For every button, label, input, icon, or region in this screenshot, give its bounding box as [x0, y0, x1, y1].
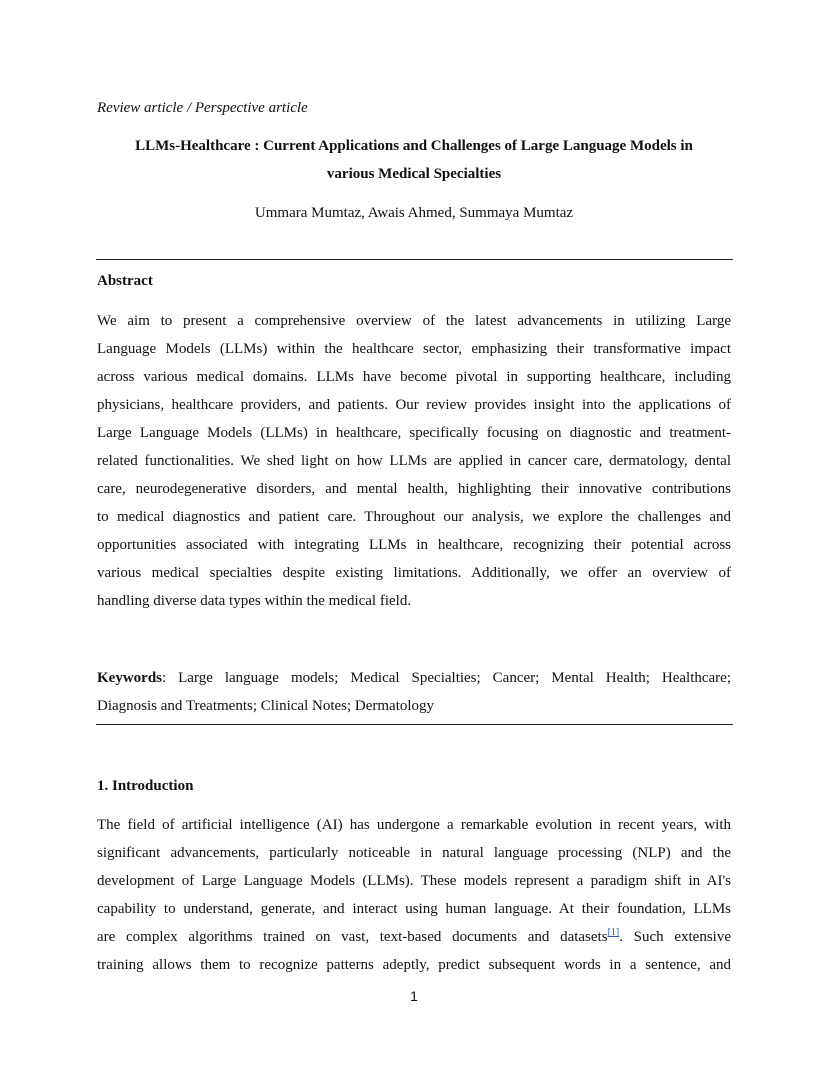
article-type-label: Review article / Perspective article [97, 100, 308, 116]
introduction-line: development of Large Language Models (LLMs). These models represent a paradigm shift in AI's [97, 873, 731, 889]
paper-title-line-1: LLMs-Healthcare : Current Applications and Challenges of Large Language Models in [135, 138, 693, 154]
abstract-line: physicians, healthcare providers, and patients. Our review provides insight into the applications of [97, 397, 731, 413]
keywords-label: Keywords [97, 670, 162, 686]
introduction-line: significant advancements, particularly noticeable in natural language processing (NLP) and the [97, 845, 731, 861]
abstract-line: handling diverse data types within the medical field. [97, 593, 412, 609]
abstract-line: Large Language Models (LLMs) in healthcare, specifically focusing on diagnostic and treatment- [97, 425, 731, 441]
section-divider-bottom [96, 724, 733, 725]
abstract-line: opportunities associated with integrating LLMs in healthcare, recognizing their potential across [97, 537, 731, 553]
author-list: Ummara Mumtaz, Awais Ahmed, Summaya Mumtaz [254, 205, 574, 221]
citation-link[interactable]: [1] [607, 927, 620, 938]
introduction-text-after-citation: . Such extensive [619, 929, 731, 945]
abstract-line: to medical diagnostics and patient care. Throughout our analysis, we explore the challenges and [97, 509, 731, 525]
abstract-line: related functionalities. We shed light on how LLMs are applied in cancer care, dermatology, dental [97, 453, 731, 469]
paper-title-line-2: various Medical Specialties [326, 166, 502, 182]
keywords-line-1 [97, 664, 731, 692]
introduction-heading: 1. Introduction [97, 778, 194, 794]
abstract-line: care, neurodegenerative disorders, and mental health, highlighting their innovative contributions [97, 481, 731, 497]
abstract-line: We aim to present a comprehensive overview of the latest advancements in utilizing Large [97, 313, 731, 329]
introduction-line-with-citation [97, 923, 731, 951]
introduction-text-before-citation: are complex algorithms trained on vast, text-based documents and datasets [97, 929, 608, 945]
introduction-line: capability to understand, generate, and interact using human language. At their foundation, LLMs [97, 901, 731, 917]
abstract-line: various medical specialties despite existing limitations. Additionally, we offer an overview of [97, 565, 731, 581]
abstract-line: across various medical domains. LLMs have become pivotal in supporting healthcare, including [97, 369, 731, 385]
abstract-heading: Abstract [97, 273, 153, 289]
keywords-block [97, 664, 731, 720]
introduction-line: training allows them to recognize patterns adeptly, predict subsequent words in a sentence, and [97, 957, 731, 973]
page-number: 1 [410, 988, 418, 1004]
abstract-line: Language Models (LLMs) within the healthcare sector, emphasizing their transformative impact [97, 341, 731, 357]
introduction-line: The field of artificial intelligence (AI) has undergone a remarkable evolution in recent years, with [97, 817, 731, 833]
keywords-line-2: Diagnosis and Treatments; Clinical Notes; Dermatology [97, 698, 435, 714]
introduction-body [97, 811, 731, 979]
keywords-list-part-1: : Large language models; Medical Specialties; Cancer; Mental Health; Healthcare; [162, 670, 731, 686]
section-divider-top [96, 259, 733, 260]
abstract-body [97, 307, 731, 615]
